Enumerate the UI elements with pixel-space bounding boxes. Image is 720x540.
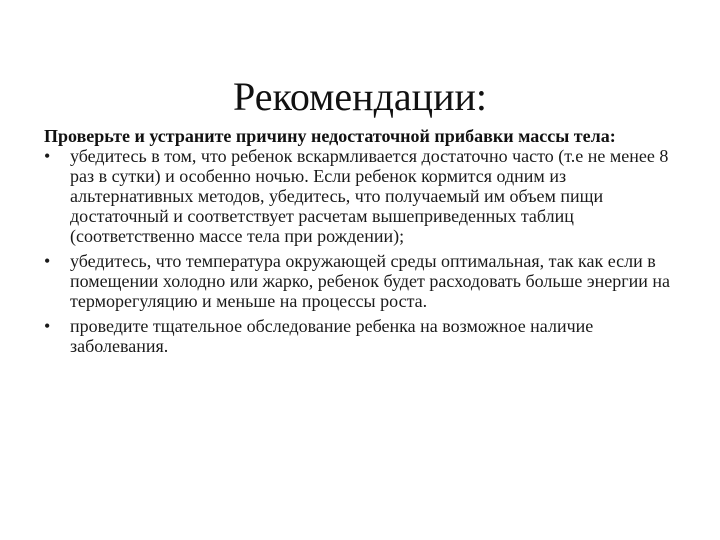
list-item [44, 146, 684, 246]
recommendations-list [44, 146, 684, 356]
list-item [44, 316, 684, 356]
bullet-icon: • [44, 251, 51, 271]
slide-title: Рекомендации: [232, 73, 488, 119]
list-item-text: проведите тщательное обследование ребенка на возможное наличие заболевания. [70, 316, 594, 356]
bullet-icon: • [44, 146, 51, 166]
list-item-text: убедитесь, что температура окружающей среды оптимальная, так как если в помещении холодно или жарко, ребенок будет расходовать больше энергии на терморегуляцию и меньше на процессы роста. [70, 251, 671, 311]
recommendations-heading: Проверьте и устраните причину недостаточной прибавки массы тела: [44, 126, 616, 146]
bullet-icon: • [44, 316, 51, 336]
list-item [44, 251, 684, 311]
list-item-text: убедитесь в том, что ребенок вскармливается достаточно часто (т.е не менее 8 раз в сутки) и особенно ночью. Если ребенок кормится одним из альтернативных методов, убедитесь, что получаемый им объем пищи достаточный и соответствует расчетам вышеприведенных таблиц (соответственно массе тела при рождении); [70, 146, 669, 246]
slide-content [44, 126, 684, 361]
